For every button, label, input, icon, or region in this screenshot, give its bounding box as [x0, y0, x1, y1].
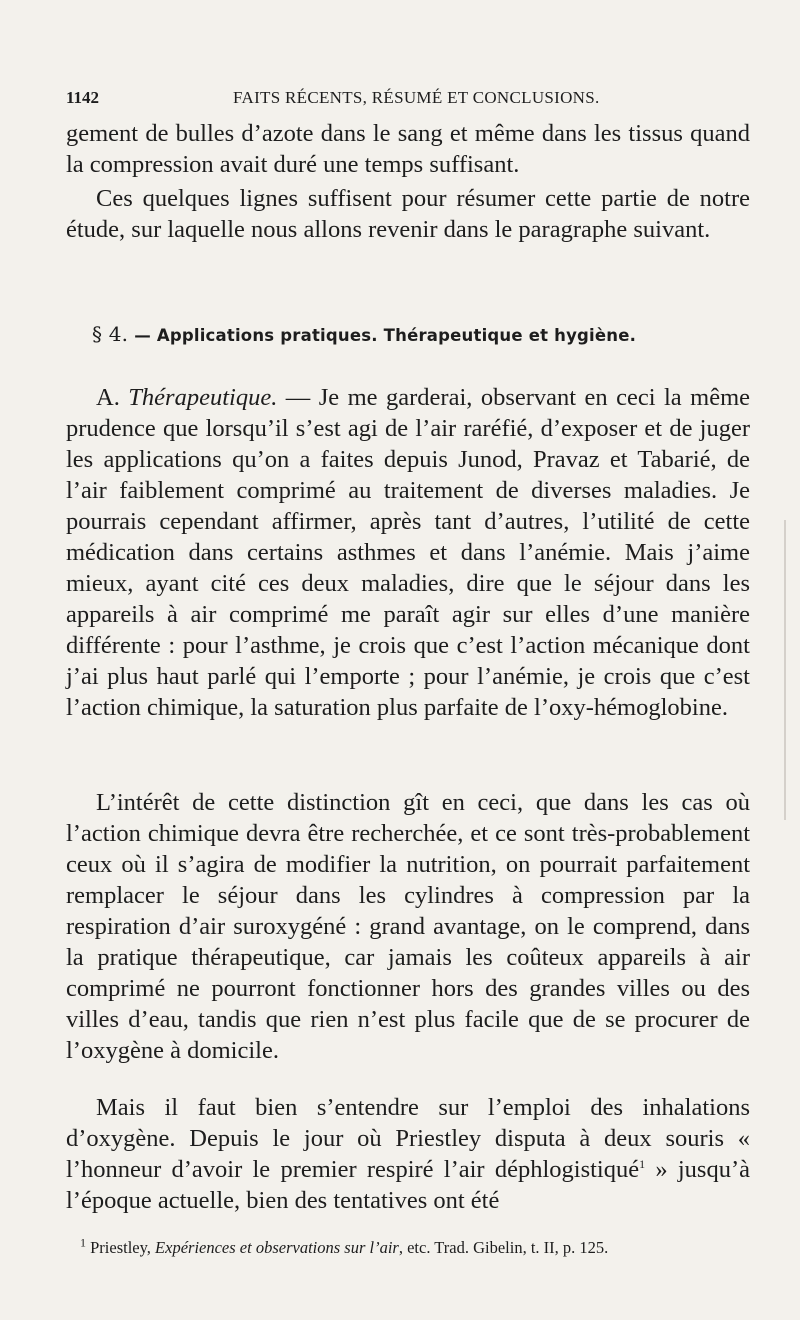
subsection-letter: A.	[96, 384, 120, 411]
running-title: FAITS RÉCENTS, RÉSUMÉ ET CONCLUSIONS.	[233, 88, 600, 107]
page-number: 1142	[66, 88, 100, 107]
running-header	[66, 88, 750, 110]
subsection-label: Thérapeutique.	[128, 384, 278, 411]
paragraph-continuation: gement de bulles d’azote dans le sang et même dans les tissus quand la compression avait duré une temps suffisant.	[66, 120, 750, 178]
oxygen-text-before: Mais il faut bien s’entendre sur l’emploi des inhalations d’oxygène. Depuis le jour où Priestley disputa à deux souris « l’honneur d’avoir le premier respiré l’air déphlogistiqué	[66, 1094, 750, 1183]
footnote-work-title: Expériences et observations sur l’air	[155, 1238, 399, 1257]
section-title: — Applications pratiques. Thérapeutique et hygiène.	[134, 326, 637, 345]
page-edge-shadow	[784, 520, 786, 820]
therapeutique-body: — Je me garderai, observant en ceci la même prudence que lorsqu’il s’est agi de l’air raréfié, d’exposer et de juger les applications qu’on a faites depuis Junod, Pravaz et Tabarié, de l’air faiblement comprimé au traitement de diverses maladies. Je pourrais cependant affirmer, après tant d’autres, l’utilité de cette médication dans certains asthmes et dans l’anémie. Mais j’aime mieux, ayant cité ces deux maladies, dire que le séjour dans les appareils à air comprimé me paraît agir sur elles d’une manière différente : pour l’asthme, je crois que c’est l’action mécanique dont j’ai plus haut parlé qui l’emporte ; pour l’anémie, je crois que c’est l’action chimique, la saturation plus parfaite de l’oxy-hémoglobine.	[66, 384, 751, 721]
paragraph-therapeutique	[66, 382, 750, 723]
paragraph-distinction: L’intérêt de cette distinction gît en ceci, que dans les cas où l’action chimique devra être recherchée, et ce sont très-probablement ceux où il s’agira de modifier la nutrition, on pourrait parfaitement remplacer le séjour dans les cylindres à compression par la respiration d’air suroxygéné : grand avantage, on le comprend, dans la pratique thérapeutique, car jamais les coûteux appareils à air comprimé ne pourront fonctionner hors des grandes villes ou des villes d’eau, tandis que rien n’est plus facile que de se procurer de l’oxygène à domicile.	[66, 789, 750, 1064]
paragraph-oxygen	[66, 1092, 750, 1216]
footnote-mark: 1	[80, 1235, 86, 1250]
paragraph-summary: Ces quelques lignes suffisent pour résumer cette partie de notre étude, sur laquelle nous allons revenir dans le paragraphe suivant.	[66, 185, 750, 243]
footnote-reference: 1	[639, 1156, 646, 1171]
section-heading	[92, 322, 752, 346]
footnote-author: Priestley,	[86, 1238, 156, 1257]
section-sign: § 4.	[92, 322, 129, 346]
footnote	[80, 1235, 760, 1258]
footnote-citation: , etc. Trad. Gibelin, t. II, p. 125.	[398, 1238, 609, 1257]
oxygen-text-after: » jusqu’à l’époque actuelle, bien des tentatives ont été	[66, 1156, 750, 1214]
